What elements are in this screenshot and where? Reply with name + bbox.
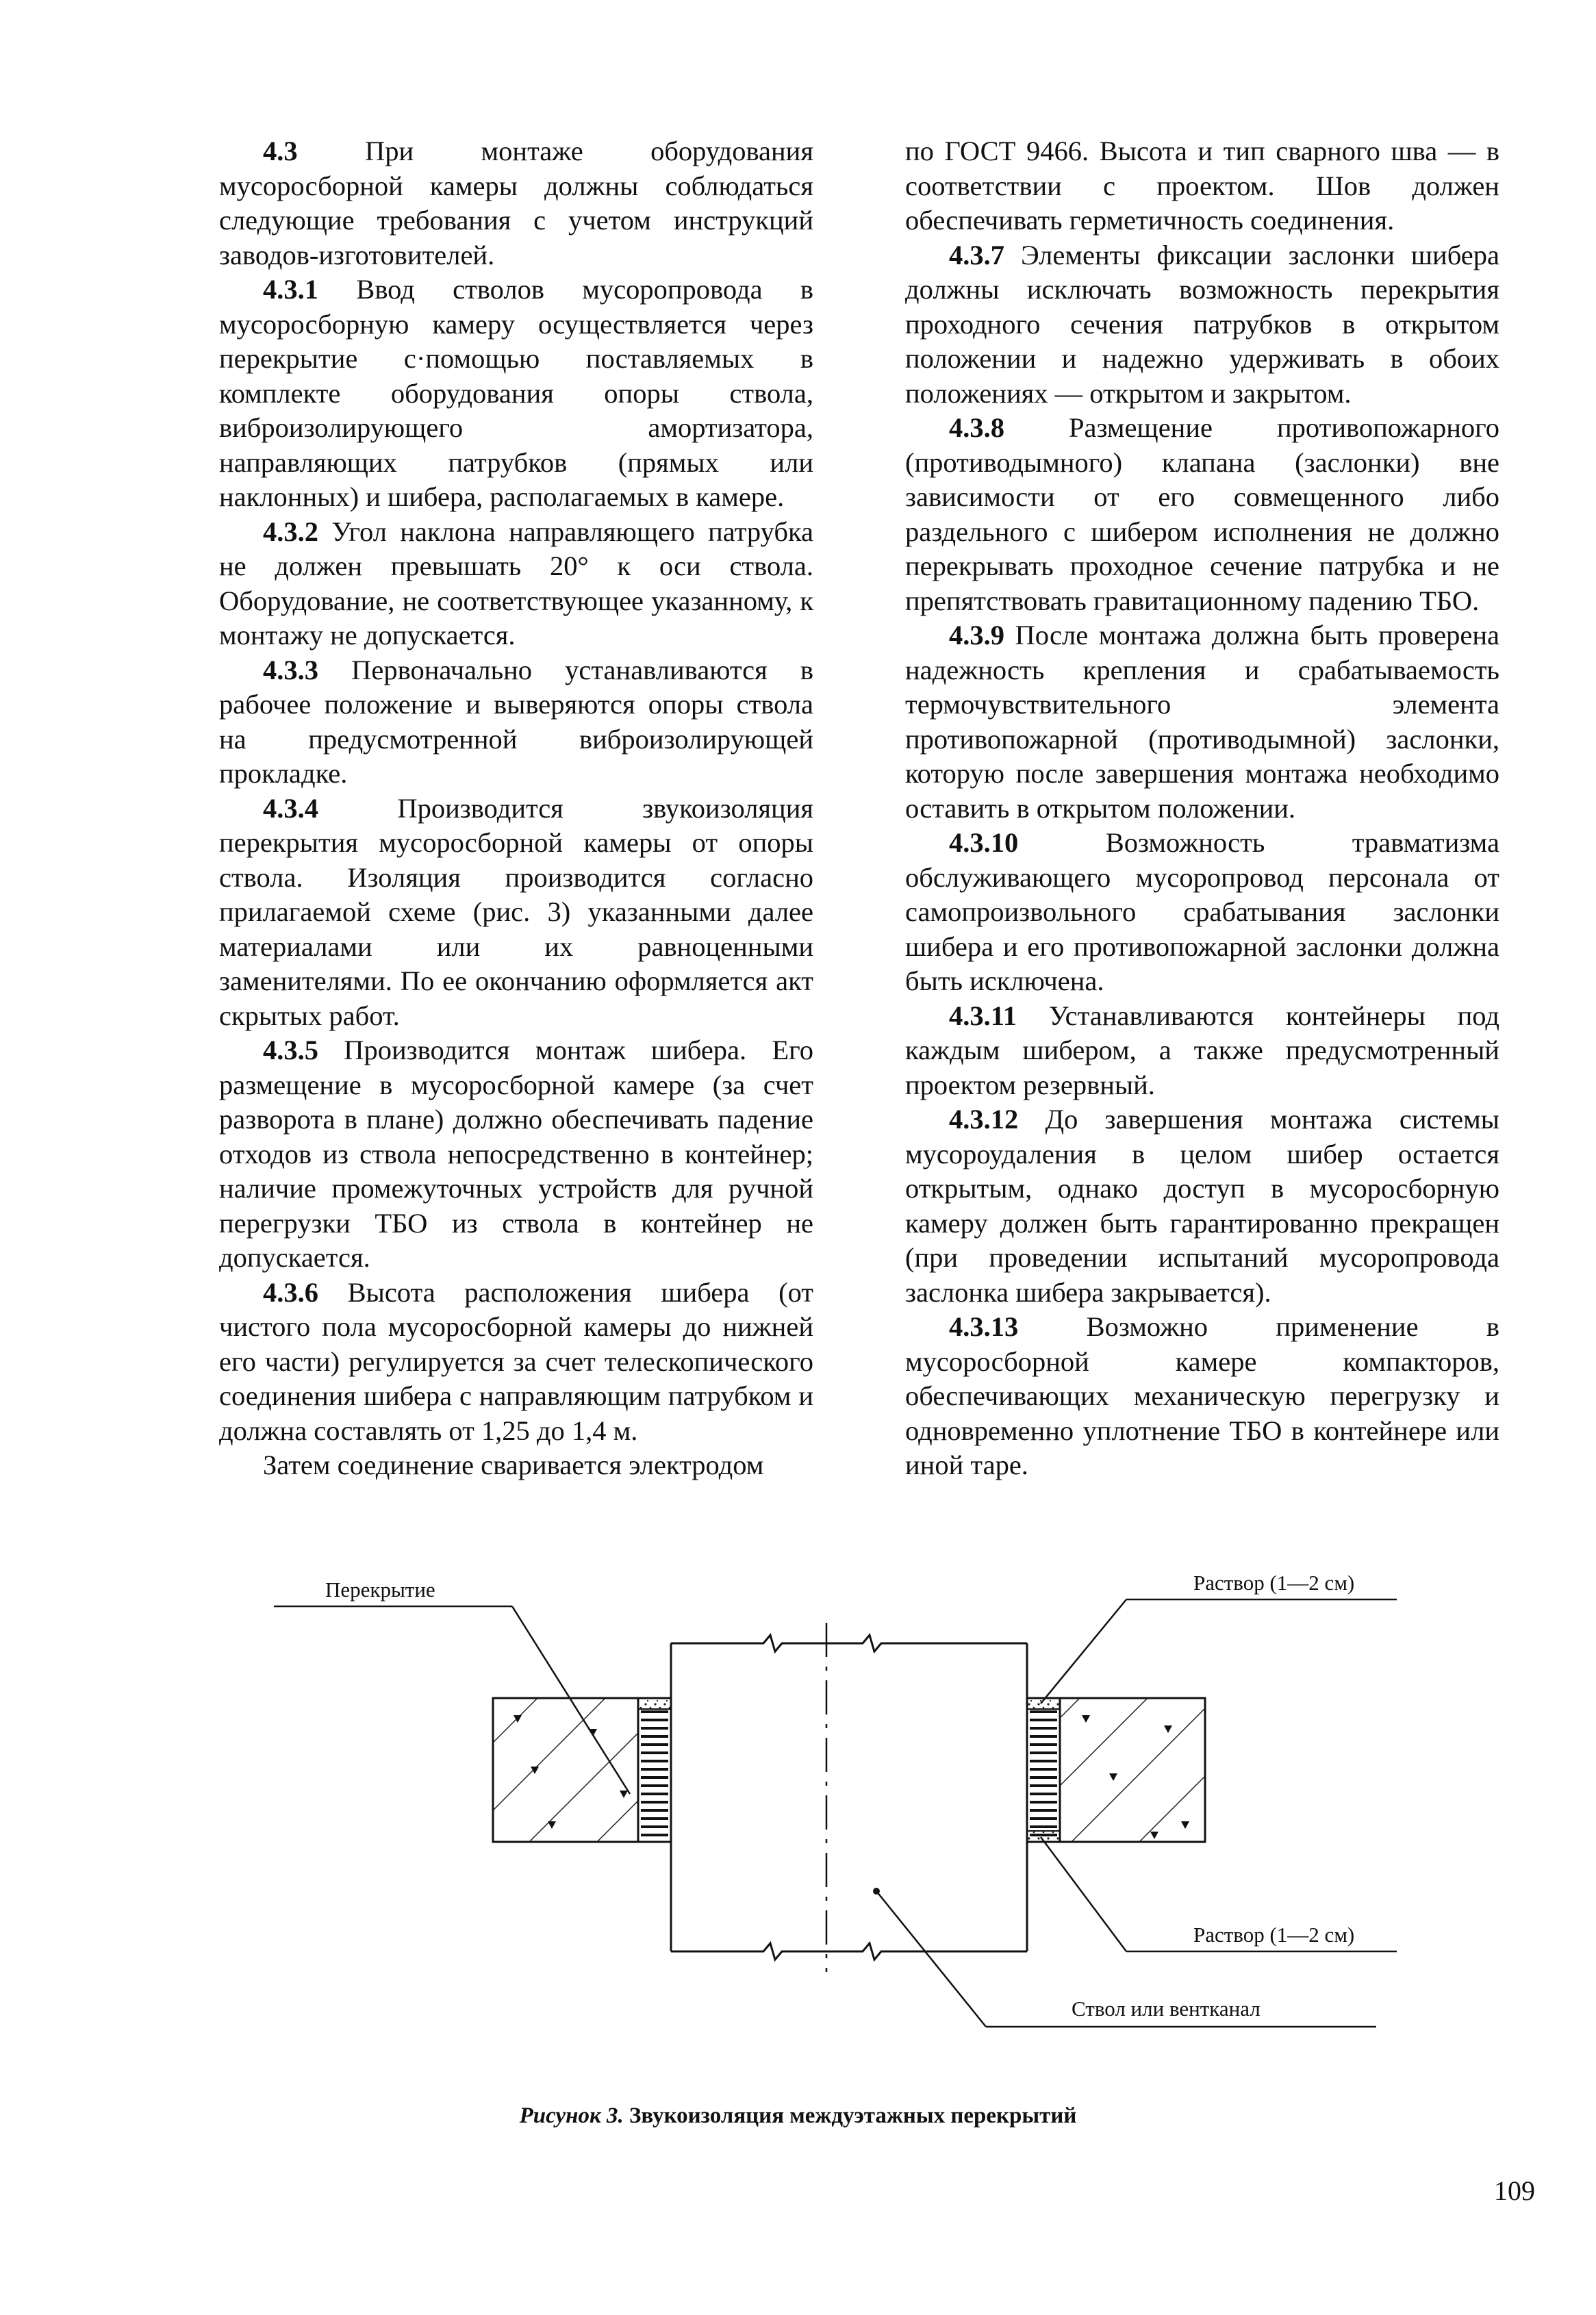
paragraph-4-3-13: 4.3.13 Возможно применение в мусоросборной камере компакторов, обеспечивающих механическую перегрузку и одновременно уплотнение ТБО в контейнере или иной таре. [905, 1311, 1499, 1480]
paragraph-4-3-2: 4.3.2 Угол наклона направляющего патрубка не должен превышать 20° к оси ствола. Оборудование, не соответствующее указанному, к монтажу не допускается. [219, 516, 813, 650]
soundproofing-strip-left [638, 1698, 671, 1842]
label-mortar-top-group [1041, 1571, 1397, 1704]
paragraph-continued: по ГОСТ 9466. Высота и тип сварного шва — в соответствии с проектом. Шов должен обеспечивать герметичность соединения. [905, 136, 1499, 236]
paragraph-4-3-9: 4.3.9 После монтажа должна быть проверена надежность крепления и срабатываемость термочувствительного элемента противопожарной (противодымной) заслонки, которую после завершения монтажа необходимо оставить в открытом положении. [905, 620, 1499, 824]
paragraph-4-3-4: 4.3.4 Производится звукоизоляция перекрытия мусоросборной камеры от опоры ствола. Изоляция производится согласно прилагаемой схеме (рис. 3) указанными далее материалами или их равноценными заменителями. По ее окончанию оформляется акт скрытых работ. [219, 792, 813, 1031]
label-mortar-bottom: Раствор (1—2 см) [1193, 1923, 1355, 1947]
paragraph-4-3-1: 4.3.1 Ввод стволов мусоропровода в мусоросборную камеру осуществляется через перекрытие с·помощью поставляемых в комплекте оборудования опоры ствола, виброизолирующего амортизатора, направляющих патрубков (прямых или наклонных) и шибера, располагаемых в камере. [219, 274, 813, 512]
paragraph-4-3-8: 4.3.8 Размещение противопожарного (противодымного) клапана (заслонки) вне зависимости от его совмещенного либо раздельного с шибером исполнения не должно перекрывать проходное сечение патрубка и не препятствовать гравитационному падению ТБО. [905, 412, 1499, 616]
paragraph-4-3-5: 4.3.5 Производится монтаж шибера. Его размещение в мусоросборной камере (за счет разворота в плане) должно обеспечивать падение отходов из ствола непосредственно в контейнер; наличие промежуточных устройств для ручной перегрузки ТБО из ствола в контейнер не допускается. [219, 1035, 813, 1273]
figure-caption-number: Рисунок 3. [519, 2103, 624, 2128]
floor-slab-left [493, 1698, 638, 1842]
figure-caption [0, 2103, 1596, 2129]
paragraph-4-3: 4.3 При монтаже оборудования мусоросборной камеры должны соблюдаться следующие требования с учетом инструкций заводов-изготовителей. [219, 136, 813, 270]
soundproofing-diagram [260, 1568, 1424, 2088]
label-slab: Перекрытие [325, 1578, 435, 1602]
soundproofing-strip-right [1027, 1698, 1060, 1842]
label-shaft-group [873, 1888, 1376, 2027]
paragraph-4-3-3: 4.3.3 Первоначально устанавливаются в рабочее положение и выверяются опоры ствола на предусмотренной виброизолирующей прокладке. [219, 654, 813, 789]
label-mortar-top: Раствор (1—2 см) [1193, 1571, 1355, 1595]
right-column [905, 134, 1499, 1483]
left-column [219, 134, 813, 1483]
page-number: 109 [1494, 2175, 1535, 2206]
paragraph-4-3-11: 4.3.11 Устанавливаются контейнеры под каждым шибером, а также предусмотренный проектом резервный. [905, 1000, 1499, 1100]
paragraph-4-3-12: 4.3.12 До завершения монтажа системы мусороудаления в целом шибер остается открытым, однако доступ в мусоросборную камеру должен быть гарантированно прекращен (при проведении испытаний мусоропровода заслонка шибера закрывается). [905, 1104, 1499, 1308]
label-shaft: Ствол или вентканал [1072, 1997, 1261, 2021]
label-mortar-bottom-group [1041, 1837, 1397, 1951]
floor-slab-right [1060, 1698, 1205, 1842]
paragraph-4-3-6: 4.3.6 Высота расположения шибера (от чистого пола мусоросборной камеры до нижней его части) регулируется за счет телескопического соединения шибера с направляющим патрубком и должна составлять от 1,25 до 1,4 м. [219, 1276, 813, 1446]
chute-shaft [671, 1623, 1027, 1972]
paragraph-continuation: Затем соединение сваривается электродом [263, 1450, 764, 1480]
paragraph-4-3-7: 4.3.7 Элементы фиксации заслонки шибера должны исключать возможность перекрытия проходного сечения патрубков в открытом положении и надежно удерживать в обоих положениях — открытом и закрытом. [905, 239, 1499, 409]
paragraph-4-3-10: 4.3.10 Возможность травматизма обслуживающего мусоропровод персонала от самопроизвольного срабатывания заслонки шибера и его противопожарной заслонки должна быть исключена. [905, 827, 1499, 996]
figure-caption-text: Звукоизоляция междуэтажных перекрытий [623, 2103, 1077, 2128]
